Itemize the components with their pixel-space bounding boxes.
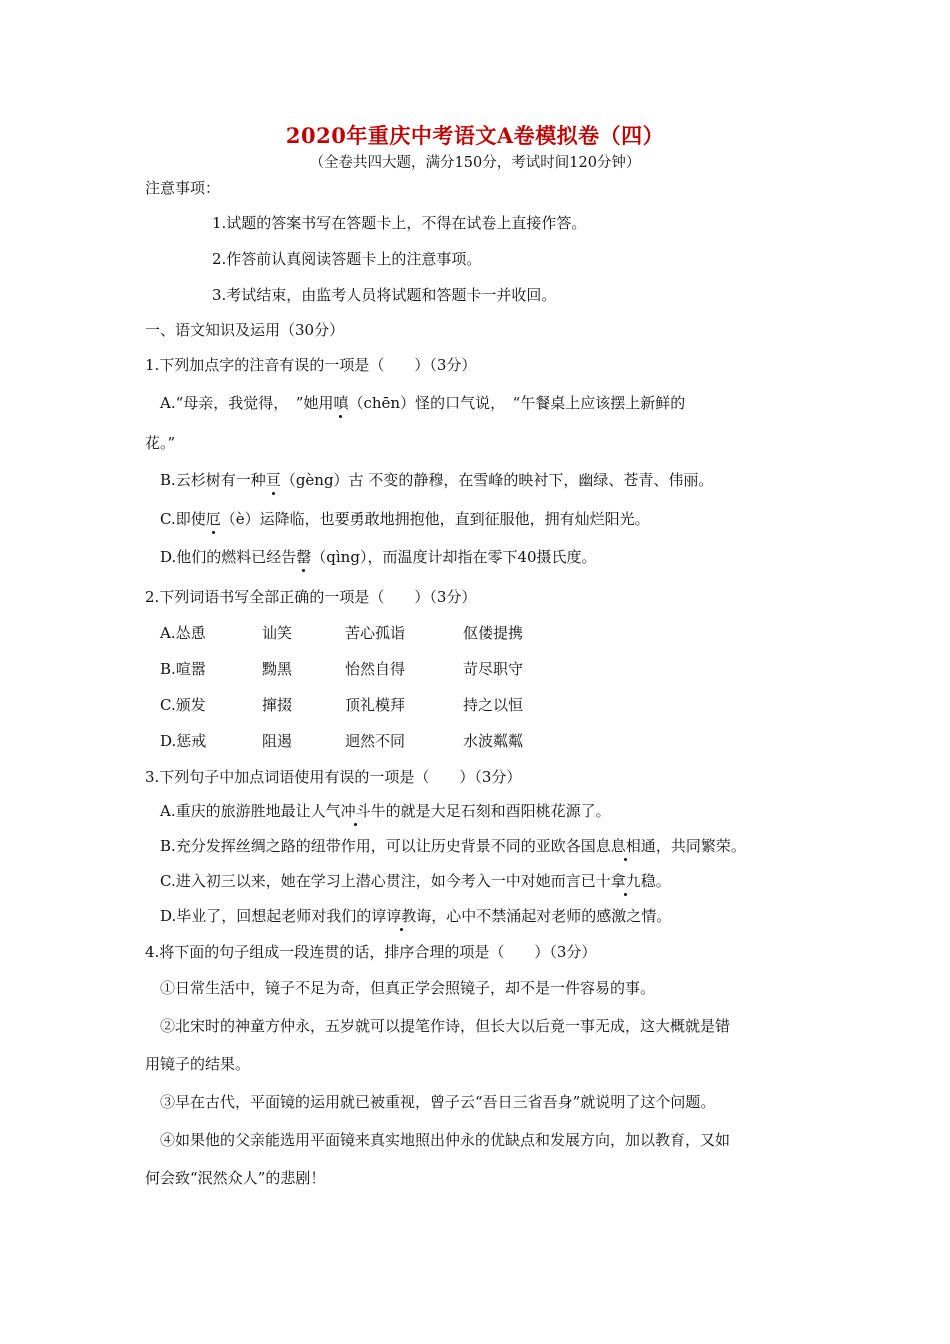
q1-c-dotted: 厄	[205, 510, 221, 528]
q4-stem: 4.将下面的句子组成一段连贯的话，排序合理的项是（ ）（3分）	[145, 943, 597, 961]
q1-c-pre: C.即使	[160, 510, 206, 528]
q1-b-dotted: 亘	[265, 471, 281, 489]
q1-d-dotted: 罄	[296, 548, 312, 566]
q1-stem: 1.下列加点字的注音有误的一项是（ ）（3分）	[145, 356, 477, 374]
q1-a-dotted: 嗔	[333, 394, 349, 412]
q1-d-post: （qìng），而温度计却指在零下40摄氏度。	[311, 548, 597, 566]
q1-a-post: （chēn）怪的口气说， “午餐桌上应该摆上新鲜的	[348, 394, 686, 412]
q2-c-word-4: 持之以恒	[463, 696, 524, 714]
q2-d-word-1: D.惩戒	[160, 732, 207, 750]
q2-d-word-4: 水波粼粼	[463, 732, 524, 750]
q2-stem: 2.下列词语书写全部正确的一项是（ ）（3分）	[145, 588, 477, 606]
q2-d-word-3: 迥然不同	[345, 732, 406, 750]
notice-heading: 注意事项：	[145, 179, 221, 197]
page-title: 2020年重庆中考语文A卷模拟卷（四）	[285, 123, 665, 148]
q4-sentence-2-cont: 用镜子的结果。	[145, 1055, 251, 1073]
q2-a-word-1: A.怂恿	[160, 624, 206, 642]
q3-a-pre: A.重庆的旅游胜地最让人	[160, 802, 326, 820]
q3-option-a	[160, 801, 611, 821]
q4-sentence-4: ④如果他的父亲能选用平面镜来真实地照出仲永的优缺点和发展方向，加以教育，又如	[160, 1131, 731, 1149]
q1-option-c	[160, 509, 650, 529]
q1-option-d	[160, 547, 597, 567]
q1-c-post: （è）运降临，也要勇敢地拥抱他，直到征服他，拥有灿烂阳光。	[220, 510, 650, 528]
q3-a-post: 的就是大足石刻和酉阳桃花源了。	[385, 802, 611, 820]
q2-b-word-1: B.喧嚣	[160, 660, 206, 678]
q3-a-dotted: 气冲斗牛	[325, 802, 386, 820]
q3-c-dotted: 十拿九稳	[595, 872, 656, 890]
q2-c-word-3: 顶礼模拜	[345, 696, 406, 714]
q3-d-post: ，心中不禁涌起对老师的感激之情。	[431, 907, 672, 925]
q3-b-dotted: 息息相通	[595, 837, 656, 855]
q3-c-pre: C.进入初三以来，她在学习上潜心贯注，如今考入一中对她而言已	[160, 872, 596, 890]
q2-d-word-2: 阻遏	[262, 732, 293, 750]
page-subtitle: （全卷共四大题，满分150分，考试时间120分钟）	[309, 155, 641, 171]
notice-item-1: 1.试题的答案书写在答题卡上，不得在试卷上直接作答。	[212, 214, 587, 232]
q2-a-word-4: 伛偻提携	[463, 624, 524, 642]
q2-a-word-3: 苦心孤诣	[345, 624, 406, 642]
notice-item-3: 3.考试结束，由监考人员将试题和答题卡一并收回。	[212, 286, 557, 304]
q2-c-word-1: C.颁发	[160, 696, 206, 714]
q1-a-pre: A.“母亲，我觉得， ”她用	[160, 394, 334, 412]
q3-option-b	[160, 836, 746, 856]
q1-b-post: （gèng）古 不变的静穆，在雪峰的映衬下，幽绿、苍青、伟丽。	[280, 471, 714, 489]
q4-sentence-4-cont: 何会致“泯然众人”的悲剧！	[145, 1169, 326, 1187]
q3-b-pre: B.充分发挥丝绸之路的纽带作用，可以让历史背景不同的亚欧各国	[160, 837, 596, 855]
q3-option-d	[160, 906, 671, 926]
q3-c-post: 。	[655, 872, 671, 890]
q1-b-pre: B.云杉树有一种	[160, 471, 266, 489]
notice-item-2: 2.作答前认真阅读答题卡上的注意事项。	[212, 250, 482, 268]
q1-d-pre: D.他们的燃料已经告	[160, 548, 297, 566]
q2-b-word-3: 怡然自得	[345, 660, 406, 678]
q4-sentence-2: ②北宋时的神童方仲永，五岁就可以提笔作诗，但长大以后竟一事无成，这大概就是错	[160, 1017, 731, 1035]
q3-option-c	[160, 871, 671, 891]
q3-d-dotted: 谆谆教诲	[371, 907, 432, 925]
q2-b-word-2: 黝黑	[262, 660, 293, 678]
q2-c-word-2: 撺掇	[262, 696, 293, 714]
q3-stem: 3.下列句子中加点词语使用有误的一项是（ ）（3分）	[145, 768, 522, 786]
q1-option-a-cont: 花。”	[145, 434, 176, 452]
section-heading: 一、语文知识及运用（30分）	[145, 321, 345, 339]
q3-b-post: ，共同繁荣。	[655, 837, 746, 855]
q2-b-word-4: 苛尽职守	[463, 660, 524, 678]
q3-d-pre: D.毕业了，回想起老师对我们的	[160, 907, 372, 925]
q1-option-b	[160, 470, 713, 490]
q2-a-word-2: 讪笑	[262, 624, 293, 642]
q4-sentence-1: ①日常生活中，镜子不足为奇，但真正学会照镜子，却不是一件容易的事。	[160, 979, 656, 997]
q4-sentence-3: ③早在古代，平面镜的运用就已被重视，曾子云“吾日三省吾身”就说明了这个问题。	[160, 1093, 716, 1111]
q1-option-a	[160, 393, 685, 413]
